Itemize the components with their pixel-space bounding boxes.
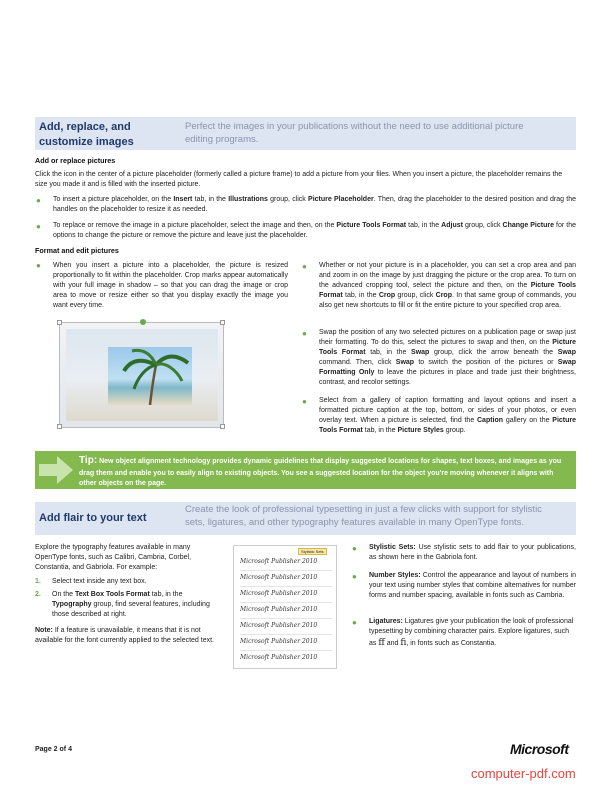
bullet-icon: ● <box>302 262 307 271</box>
bullet-crop: ● Whether or not your picture is in a placeholder, you can set a crop area and pan and zoom in on the image by just dragging the picture or the crop area. To turn on the advanced cropping tool, select the picture and then, on the Picture Tools Format tab, in the Crop group, click Crop. In that same group of commands, you also get new shortcuts to fill or fit the entire picture to your specified crop area. <box>302 262 576 309</box>
section-subtitle: Perfect the images in your publications without the need to use additional picture editing programs. <box>185 121 524 145</box>
tip-banner <box>35 451 576 489</box>
section-subtitle: Create the look of professional typesetting in just a few clicks with support for stylistic sets, ligatures, and other typography features available in many OpenType fonts. <box>185 504 542 528</box>
gallery-item: Microsoft Publisher 2010 <box>240 571 332 587</box>
bullet-replace-image: ● To replace or remove the image in a picture placeholder, select the image and then, on the Picture Tools Format tab, in the Adjust group, click Change Picture for the options to change the picture or remove the picture and leave just the placeholder. <box>36 222 576 239</box>
gallery-list <box>240 555 332 665</box>
gallery-item: Microsoft Publisher 2010 <box>240 603 332 619</box>
section-title: Add flair to your text <box>39 512 147 524</box>
bullet-icon: ● <box>352 572 357 581</box>
crop-handle <box>140 319 146 325</box>
bullet-icon: ● <box>36 222 41 231</box>
picture-placeholder-illustration <box>59 322 224 428</box>
gallery-item: Microsoft Publisher 2010 <box>240 587 332 603</box>
gallery-badge: Stylistic Sets <box>298 548 327 555</box>
section-header-text <box>35 502 576 535</box>
gallery-item: Microsoft Publisher 2010 <box>240 619 332 635</box>
tip-text: Tip: New object alignment technology provides dynamic guidelines that display suggested locations for shapes, text boxes, and images as you drag them and enable you to easily align to existing objects. You see a suggested location for the object you're moving whenever it aligns with other objects on the page. <box>79 455 562 487</box>
crop-handle <box>220 320 225 325</box>
heading-format-edit: Format and edit pictures <box>35 246 119 255</box>
gallery-item: Microsoft Publisher 2010 <box>240 654 318 661</box>
bullet-icon: ● <box>36 261 41 270</box>
bullet-icon: ● <box>302 397 307 406</box>
paragraph-typography: Explore the typography features available in many OpenType fonts, such as Calibri, Cambria, Corbel, Constantia, and Gabriola. For example: <box>35 544 192 571</box>
bullet-number-styles: ● Number Styles: Control the appearance and layout of numbers in your text using number styles that combine alternatives for number forms and number spacing, available in fonts such as Cambria. <box>352 572 576 599</box>
step-1: 1. Select text inside any text box. <box>35 578 147 585</box>
crop-handle <box>57 320 62 325</box>
watermark: computer-pdf.com <box>471 766 576 781</box>
note-unavailable: Note: If a feature is unavailable, it means that it is not available for the font currently applied to the selected text. <box>35 627 214 644</box>
step-2: 2. On the Text Box Tools Format tab, in the Typography group, find several features, including those described at right. <box>35 591 210 618</box>
bullet-icon: ● <box>352 618 357 627</box>
gallery-item: Microsoft Publisher 2010 <box>240 635 332 651</box>
crop-handle <box>57 424 62 429</box>
stylistic-sets-gallery <box>233 545 337 669</box>
section-title: Add, replace, and customize images <box>39 121 134 148</box>
bullet-ligatures: ● Ligatures: Ligatures give your publication the look of professional typesetting by combining character pairs. Explore ligatures, such as ff and fi, in fonts such as Constantia. <box>352 618 574 648</box>
heading-add-replace: Add or replace pictures <box>35 156 116 165</box>
gallery-item: Microsoft Publisher 2010 <box>240 555 332 571</box>
bullet-caption: ● Select from a gallery of caption formatting and layout options and insert a formatted picture caption at the top, bottom, or sides of your photos, or even overlay text. When a picture is selected, find the Caption gallery on the Picture Tools Format tab, in the Picture Styles group. <box>302 397 577 434</box>
page-number: Page 2 of 4 <box>35 746 72 753</box>
bullet-resize: When you insert a picture into a placeholder, the picture is resized proportionally to fit within the placeholder. Crop marks appear automatically with your full image in shadow – so that you can drag the image or crop area to move or resize either so that you display exactly the image you want every time. <box>53 262 288 309</box>
bullet-insert-placeholder: ● To insert a picture placeholder, on the Insert tab, in the Illustrations group, click Picture Placeholder. Then, drag the placeholder to the desired position and drag the handles on the placeholder to resize it as needed. <box>36 196 577 213</box>
palm-tree-illustration <box>120 347 192 405</box>
bullet-icon: ● <box>302 329 307 338</box>
bullet-icon: ● <box>352 544 357 553</box>
section-header-images <box>35 117 576 150</box>
bullet-stylistic-sets: ● Stylistic Sets: Use stylistic sets to add flair to your publications, as shown here in the Gabriola font. <box>352 544 576 561</box>
arrow-right-icon <box>39 456 73 484</box>
microsoft-logo: Microsoft <box>510 741 569 757</box>
crop-handle <box>220 424 225 429</box>
bullet-icon: ● <box>36 196 41 205</box>
paragraph-add-replace: Click the icon in the center of a picture placeholder (formerly called a picture frame) to add a picture from your files. When you insert a picture, the placeholder remains the size you made it and is filled with the inserted picture. <box>35 171 563 188</box>
bullet-swap: ● Swap the position of any two selected pictures on a publication page or swap just their formatting. To do this, select the pictures to swap and then, on the Picture Tools Format tab, in the Swap group, click the arrow beneath the Swap command. Then, click Swap to switch the position of the pictures or Swap Formatting Only to leave the pictures in place and trade just their brightness, contrast, and recolor settings. <box>302 329 577 386</box>
